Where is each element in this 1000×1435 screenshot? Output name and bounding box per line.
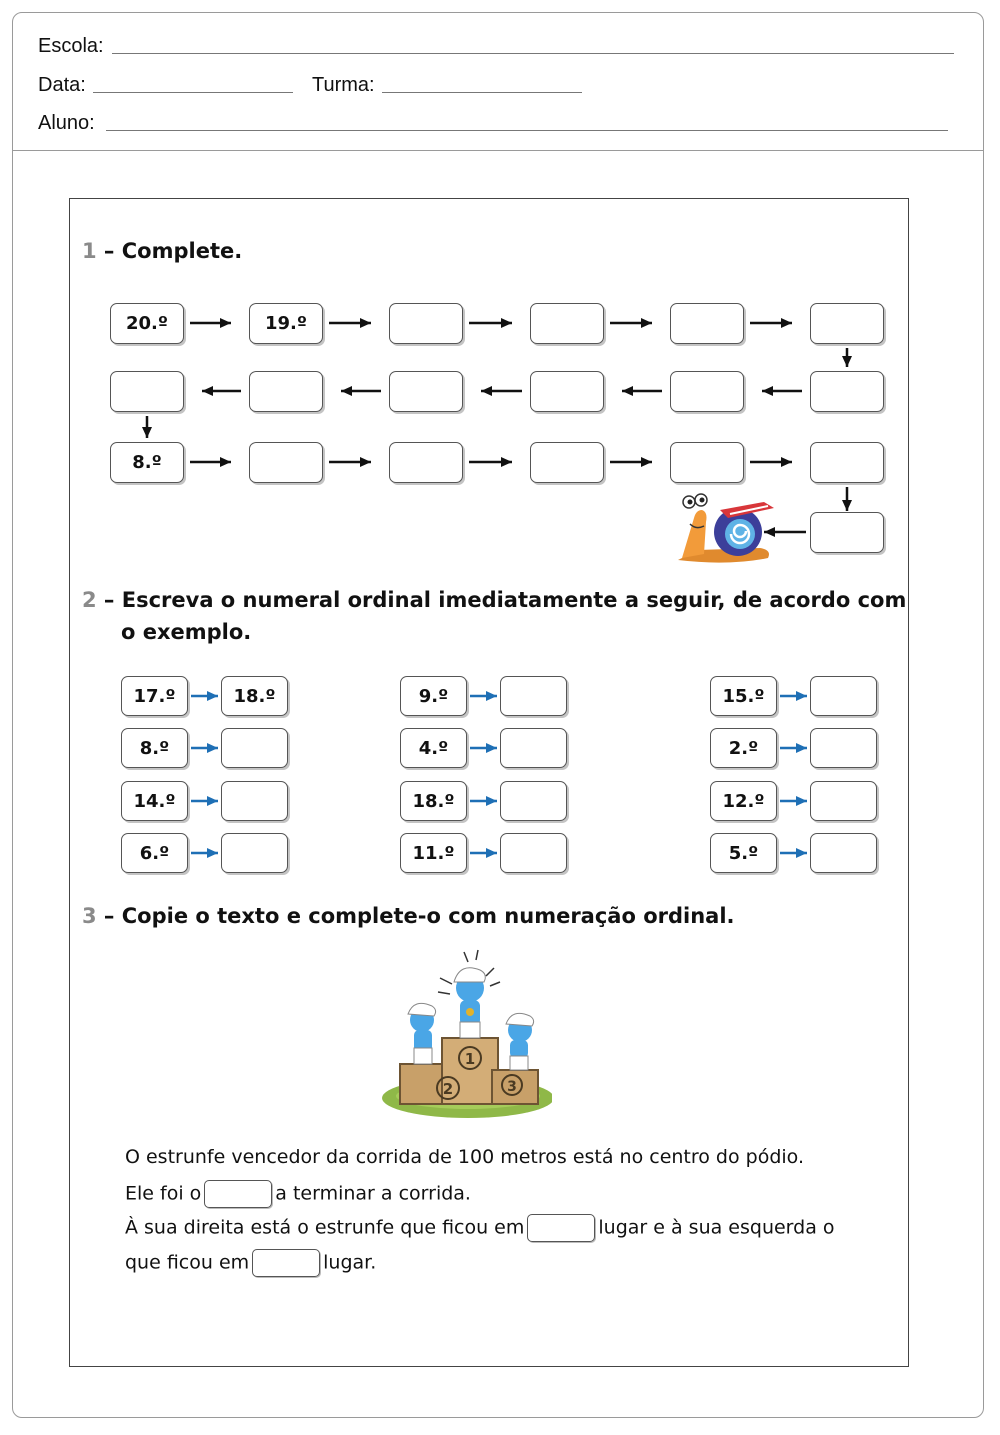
q1-title xyxy=(82,239,242,263)
q3-line4 xyxy=(125,1249,376,1277)
given-ordinal-box: 12.º xyxy=(710,781,777,821)
arrow-right-icon xyxy=(772,688,815,704)
ordinal-answer-box[interactable] xyxy=(249,442,323,483)
given-ordinal-box: 5.º xyxy=(710,833,777,873)
given-ordinal-box: 4.º xyxy=(400,728,467,768)
ordinal-answer-box[interactable] xyxy=(389,303,463,344)
arrow-right-icon xyxy=(182,315,239,331)
ordinal-answer-box[interactable] xyxy=(810,371,884,412)
ordinal-answer-box[interactable] xyxy=(389,442,463,483)
arrow-right-icon xyxy=(742,454,800,470)
q1-title-text: – Complete. xyxy=(96,239,243,263)
arrow-right-icon xyxy=(183,793,226,809)
arrow-right-icon xyxy=(183,740,226,756)
podium-place-2: 2 xyxy=(442,1080,454,1098)
ordinal-answer-box[interactable] xyxy=(810,512,884,553)
arrow-down-icon xyxy=(839,340,855,375)
given-ordinal-box: 18.º xyxy=(400,781,467,821)
ordinal-answer-box[interactable] xyxy=(670,371,744,412)
arrow-right-icon xyxy=(461,315,520,331)
next-ordinal-answer-box[interactable] xyxy=(810,728,877,768)
arrow-left-icon xyxy=(754,383,810,399)
arrow-right-icon xyxy=(462,845,505,861)
q3-line2 xyxy=(125,1180,471,1208)
q2-number: 2 xyxy=(82,588,97,612)
arrow-left-icon xyxy=(614,383,670,399)
arrow-left-icon xyxy=(333,383,389,399)
q1-number: 1 xyxy=(82,239,97,263)
q3-line3-end: lugar e à sua esquerda o xyxy=(598,1216,835,1239)
ordinal-answer-box[interactable] xyxy=(810,442,884,483)
next-ordinal-answer-box[interactable] xyxy=(500,728,567,768)
arrow-right-icon xyxy=(772,793,815,809)
next-ordinal-answer-box[interactable] xyxy=(221,833,288,873)
place-answer-box-1[interactable] xyxy=(204,1180,272,1208)
next-ordinal-answer-box[interactable] xyxy=(810,781,877,821)
arrow-right-icon xyxy=(742,315,800,331)
date-field[interactable] xyxy=(93,92,293,93)
next-ordinal-answer-box[interactable] xyxy=(221,781,288,821)
podium-place-3: 3 xyxy=(507,1079,517,1095)
arrow-right-icon xyxy=(183,688,226,704)
ordinal-answer-box[interactable] xyxy=(110,371,184,412)
ordinal-answer-box[interactable] xyxy=(670,303,744,344)
arrow-right-icon xyxy=(602,454,660,470)
school-label: Escola: xyxy=(38,35,104,57)
next-ordinal-answer-box[interactable] xyxy=(810,676,877,716)
given-ordinal-box: 9.º xyxy=(400,676,467,716)
ordinal-answer-box[interactable] xyxy=(389,371,463,412)
ordinal-answer-box[interactable] xyxy=(530,371,604,412)
podium-image xyxy=(380,948,552,1128)
given-ordinal-box: 14.º xyxy=(121,781,188,821)
ordinal-answer-box[interactable] xyxy=(810,303,884,344)
q3-line4-end: lugar. xyxy=(323,1251,377,1274)
ordinal-box: 19.º xyxy=(249,303,323,344)
place-answer-box-3[interactable] xyxy=(252,1249,320,1277)
q2-title xyxy=(82,588,906,612)
student-label: Aluno: xyxy=(38,112,95,134)
class-label: Turma: xyxy=(312,74,375,96)
q3-title xyxy=(82,904,735,928)
place-answer-box-2[interactable] xyxy=(527,1214,595,1242)
ordinal-answer-box[interactable] xyxy=(530,442,604,483)
header-divider xyxy=(12,150,984,151)
q3-line3-start: À sua direita está o estrunfe que ficou em xyxy=(125,1216,525,1239)
arrow-right-icon xyxy=(461,454,520,470)
arrow-right-icon xyxy=(321,315,379,331)
arrow-right-icon xyxy=(772,845,815,861)
date-label: Data: xyxy=(38,74,86,96)
given-ordinal-box: 6.º xyxy=(121,833,188,873)
podium-place-1: 1 xyxy=(464,1050,476,1068)
arrow-right-icon xyxy=(321,454,379,470)
arrow-right-icon xyxy=(182,454,239,470)
q3-line2-start: Ele foi o xyxy=(125,1182,202,1205)
example-answer-box: 18.º xyxy=(221,676,288,716)
q3-number: 3 xyxy=(82,904,97,928)
next-ordinal-answer-box[interactable] xyxy=(500,676,567,716)
class-field[interactable] xyxy=(382,92,582,93)
q3-line4-start: que ficou em xyxy=(125,1251,250,1274)
q3-line1: O estrunfe vencedor da corrida de 100 metros está no centro do pódio. xyxy=(125,1146,805,1168)
given-ordinal-box: 15.º xyxy=(710,676,777,716)
q3-line3 xyxy=(125,1214,835,1242)
arrow-right-icon xyxy=(462,688,505,704)
ordinal-answer-box[interactable] xyxy=(249,371,323,412)
arrow-right-icon xyxy=(602,315,660,331)
given-ordinal-box: 17.º xyxy=(121,676,188,716)
arrow-right-icon xyxy=(772,740,815,756)
next-ordinal-answer-box[interactable] xyxy=(810,833,877,873)
student-field[interactable] xyxy=(106,130,948,131)
q2-title-line2: o exemplo. xyxy=(121,620,252,644)
arrow-left-icon xyxy=(194,383,249,399)
given-ordinal-box: 2.º xyxy=(710,728,777,768)
given-ordinal-box: 8.º xyxy=(121,728,188,768)
snail-image xyxy=(668,488,778,568)
q3-line2-end: a terminar a corrida. xyxy=(275,1182,471,1205)
q3-title-text: – Copie o texto e complete-o com numeração ordinal. xyxy=(96,904,735,928)
ordinal-answer-box[interactable] xyxy=(670,442,744,483)
ordinal-answer-box[interactable] xyxy=(530,303,604,344)
arrow-right-icon xyxy=(183,845,226,861)
arrow-right-icon xyxy=(462,740,505,756)
next-ordinal-answer-box[interactable] xyxy=(500,781,567,821)
q2-title-text: – Escreva o numeral ordinal imediatamente a seguir, de acordo com xyxy=(96,588,907,612)
next-ordinal-answer-box[interactable] xyxy=(221,728,288,768)
ordinal-box: 20.º xyxy=(110,303,184,344)
arrow-left-icon xyxy=(473,383,530,399)
arrow-down-icon xyxy=(139,408,155,446)
arrow-right-icon xyxy=(462,793,505,809)
given-ordinal-box: 11.º xyxy=(400,833,467,873)
next-ordinal-answer-box[interactable] xyxy=(500,833,567,873)
ordinal-box: 8.º xyxy=(110,442,184,483)
school-field[interactable] xyxy=(112,53,954,54)
